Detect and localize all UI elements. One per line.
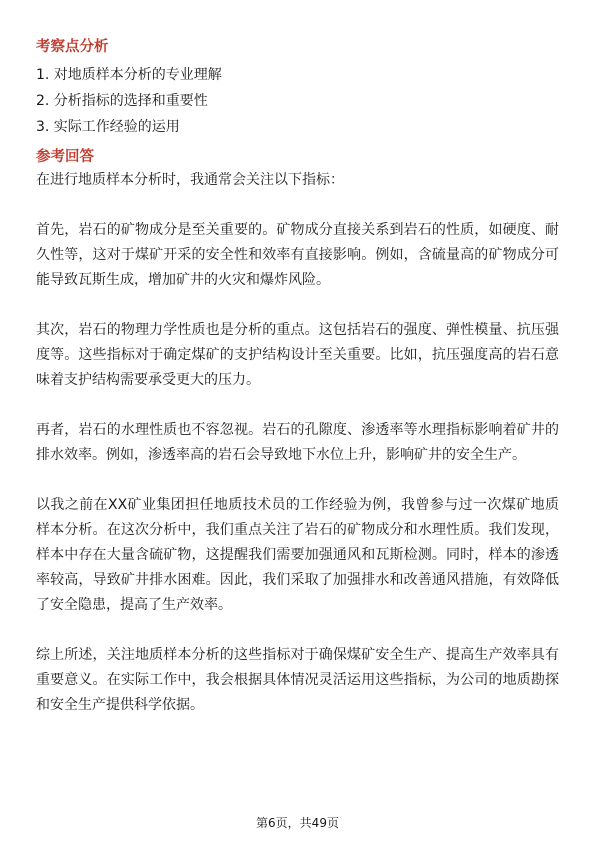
answer-paragraph-experience: 以我之前在XX矿业集团担任地质技术员的工作经验为例，我曾参与过一次煤矿地质样本分析。在这次分析中，我们重点关注了岩石的矿物成分和水理性质。我们发现，样本中存在大量含硫矿物，这提醒我们需要加强通风和瓦斯检测。同时，样本的渗透率较高，导致矿井排水困难。因此，我们采取了加强排水和改善通风措施，有效降低了安全隐患，提高了生产效率。 — [36, 497, 559, 613]
answer-heading: 参考回答 — [36, 149, 94, 165]
analysis-item: 2. 分析指标的选择和重要性 — [36, 93, 208, 109]
analysis-list — [36, 62, 559, 140]
answer-paragraph-hydro: 再者，岩石的水理性质也不容忽视。岩石的孔隙度、渗透率等水理指标影响着矿井的排水效率。例如，渗透率高的岩石会导致地下水位上升，影响矿井的安全生产。 — [36, 422, 559, 463]
answer-intro-paragraph: 在进行地质样本分析时，我通常会关注以下指标： — [36, 172, 344, 188]
analysis-heading: 考察点分析 — [36, 39, 109, 55]
answer-paragraph-mineral: 首先，岩石的矿物成分是至关重要的。矿物成分直接关系到岩石的性质，如硬度、耐久性等，这对于煤矿开采的安全性和效率有直接影响。例如，含硫量高的矿物成分可能导致瓦斯生成，增加矿井的火灾和爆炸风险。 — [36, 222, 559, 288]
answer-paragraph-mechanics: 其次，岩石的物理力学性质也是分析的重点。这包括岩石的强度、弹性模量、抗压强度等。这些指标对于确定煤矿的支护结构设计至关重要。比如，抗压强度高的岩石意味着支护结构需要承受更大的压力。 — [36, 322, 559, 388]
document-page — [36, 36, 559, 718]
answer-paragraph-conclusion: 综上所述，关注地质样本分析的这些指标对于确保煤矿安全生产、提高生产效率具有重要意义。在实际工作中，我会根据具体情况灵活运用这些指标，为公司的地质勘探和安全生产提供科学依据。 — [36, 647, 559, 713]
analysis-item: 3. 实际工作经验的运用 — [36, 119, 180, 135]
page-number-footer: 第6页，共49页 — [256, 816, 339, 830]
analysis-item: 1. 对地质样本分析的专业理解 — [36, 67, 222, 83]
